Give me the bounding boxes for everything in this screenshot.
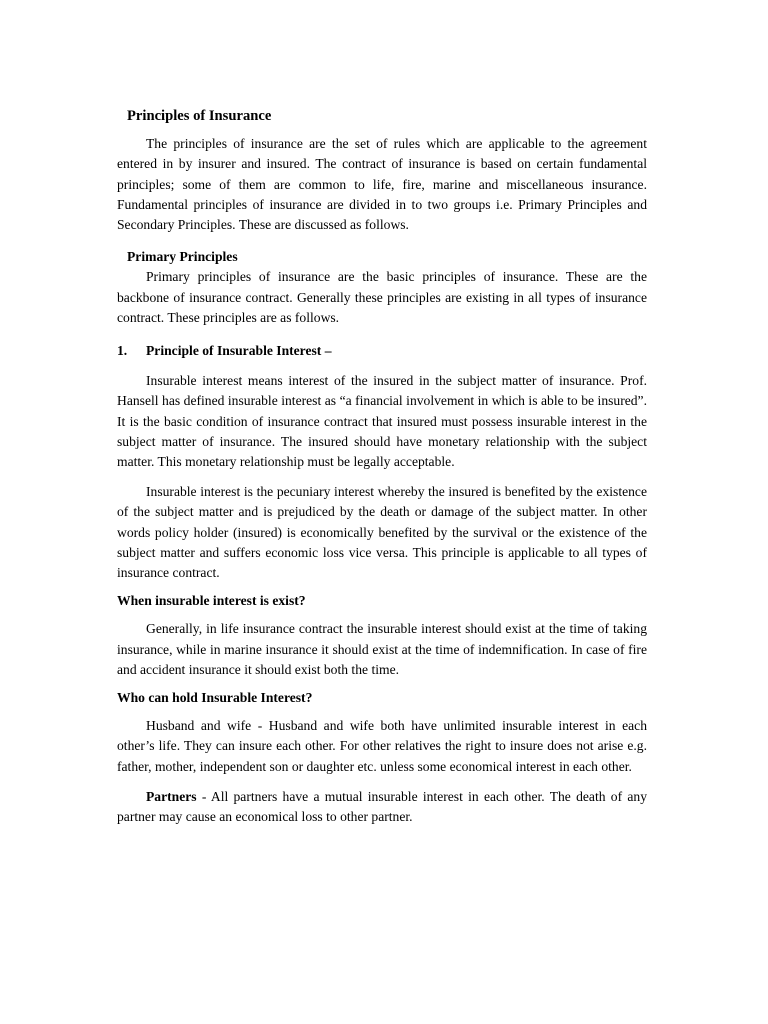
partners-text: - All partners have a mutual insurable interest in each other. The death of any partner may cause an economical loss to other partner. (117, 788, 647, 825)
section-heading-insurable-interest (117, 341, 647, 361)
page-title: Principles of Insurance (127, 108, 272, 124)
insurable-interest-paragraph-1: Insurable interest means interest of the insured in the subject matter of insurance. Prof. Hansell has defined insurable interest as “a financial involvement in which is able to be insured”. It is the basic condition of insurance contract that insured must possess insurable interest in the subject matter of insurance. The insured should have monetary relationship with the subject matter. This monetary relationship must be legally acceptable. (117, 373, 647, 470)
intro-paragraph: The principles of insurance are the set of rules which are applicable to the agreement entered in by insurer and insured. The contract of insurance is based on certain fundamental principles; some of them are common to life, fire, marine and miscellaneous insurance. Fundamental principles of insurance are divided in to two groups i.e. Primary Principles and Secondary Principles. These are discussed as follows. (117, 136, 647, 233)
section-title: Principle of Insurable Interest – (146, 343, 332, 359)
primary-principles-paragraph: Primary principles of insurance are the basic principles of insurance. These are the backbone of insurance contract. Generally these principles are existing in all types of insurance contract. These principles are as follows. (117, 269, 647, 325)
when-paragraph: Generally, in life insurance contract the insurable interest should exist at the time of taking insurance, while in marine insurance it should exist at the time of indemnification. In case of fire and accident insurance it should exist both the time. (117, 621, 647, 677)
partners-lead: Partners (146, 788, 197, 804)
insurable-interest-paragraph-2: Insurable interest is the pecuniary interest whereby the insured is benefited by the existence of the subject matter and is prejudiced by the death or damage of the subject matter. In other words policy holder (insured) is economically benefited by the survival or the existence of the subject matter and suffers economic loss vice versa. This principle is applicable to all types of insurance contract. (117, 484, 647, 581)
document-page (117, 106, 647, 827)
section-number: 1. (117, 343, 128, 359)
when-heading: When insurable interest is exist? (117, 593, 306, 609)
partners-paragraph (117, 787, 647, 827)
primary-principles-heading: Primary Principles (127, 249, 238, 265)
husband-wife-paragraph: Husband and wife - Husband and wife both have unlimited insurable interest in each other’s life. They can insure each other. For other relatives the right to insure does not arise e.g. father, mother, independent son or daughter etc. unless some economical interest in each other. (117, 718, 647, 774)
who-heading: Who can hold Insurable Interest? (117, 690, 313, 706)
